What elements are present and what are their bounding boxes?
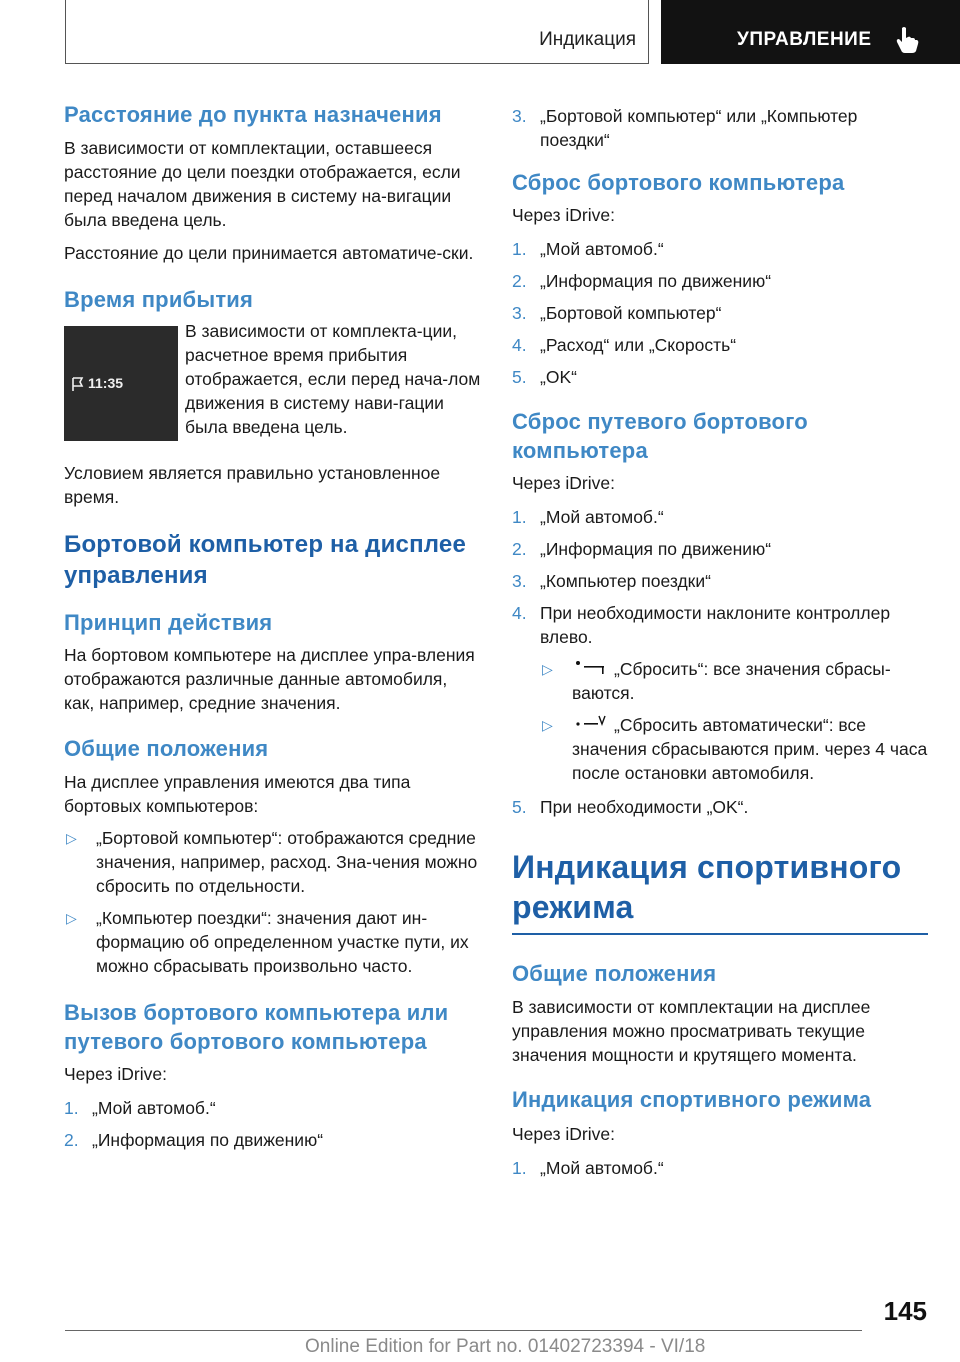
paragraph-arrival: В зависимости от комплекта-ции, расчетное время прибытия отображается, если перед нача-лом движения в систему нави-гации была введена цель. [185, 321, 481, 437]
heading-onboard-computer: Бортовой компьютер на дисплее управления [64, 531, 467, 589]
list-item: 4. „Расход“ или „Скорость“ [512, 335, 737, 355]
via-idrive-text: Через iDrive: [512, 473, 615, 493]
via-idrive-text: Через iDrive: [64, 1064, 167, 1084]
heading-sport-display-2: Индикация спортивного режима [512, 1087, 872, 1112]
arrival-block [64, 319, 480, 461]
hand-pointer-icon [894, 26, 920, 54]
heading-distance: Расстояние до пункта назначения [64, 102, 442, 127]
list-item: 3. „Бортовой компьютер“ [512, 303, 722, 323]
heading-general: Общие положения [64, 736, 269, 761]
triangle-bullet-icon: ▷ [542, 717, 553, 733]
via-idrive-text: Через iDrive: [512, 205, 615, 225]
paragraph-general: На дисплее управления имеются два типа бортовых компьютеров: [64, 772, 411, 816]
heading-arrival: Время прибытия [64, 287, 254, 312]
section-divider [512, 933, 928, 935]
continued-steps-list [512, 104, 928, 152]
list-item: 3. „Бортовой компьютер“ или „Компьютер поездки“ [512, 106, 858, 150]
auto-reset-icon [572, 715, 608, 733]
triangle-bullet-icon: ▷ [66, 830, 77, 846]
list-item: ▷ „Компьютер поездки“: значения дают ин-формацию об определенном участке пути, их можно сбрасывать произвольно часто. [66, 908, 469, 976]
reset-icon [572, 659, 608, 677]
paragraph-distance-2: Расстояние до цели принимается автоматиче-ски. [64, 243, 474, 263]
header-chapter-label: УПРАВЛЕНИЕ [737, 29, 872, 50]
reset-options-list [540, 657, 928, 785]
reset-trip-steps [512, 505, 928, 649]
arrival-time-display-image [64, 326, 178, 441]
header-section-tab [65, 0, 649, 64]
list-item: 5. При необходимости „OK“. [512, 797, 749, 817]
list-item: 2. „Информация по движению“ [512, 539, 772, 559]
list-item: 4. При необходимости наклоните контроллер влево. [512, 603, 891, 647]
header-section-label: Индикация [539, 29, 636, 50]
heading-general-2: Общие положения [512, 961, 717, 986]
list-item: ▷ „Сбросить“: все значения сбрасы-ваются. [542, 659, 891, 703]
list-item: 1. „Мой автомоб.“ [512, 239, 664, 259]
footer-divider [65, 1330, 862, 1331]
page-number: 145 [883, 1296, 927, 1326]
list-item: 1. „Мой автомоб.“ [512, 507, 664, 527]
footer-edition: Online Edition for Part no. 01402723394 - VI/18 [305, 1336, 706, 1357]
triangle-bullet-icon: ▷ [66, 910, 77, 926]
list-item: 1. „Мой автомоб.“ [512, 1158, 664, 1178]
list-item: 1. „Мой автомоб.“ [64, 1098, 216, 1118]
heading-sport-display: Индикация спортивного режима [512, 849, 902, 925]
heading-principle: Принцип действия [64, 610, 273, 635]
list-item: ▷ „Бортовой компьютер“: отображаются средние значения, например, расход. Зна-чения можно сбросить по отдельности. [66, 828, 478, 896]
reset-onboard-steps [512, 237, 928, 389]
list-item: ▷ „Сбросить автоматически“: все значения сбрасываются прим. через 4 часа после остановки автомобиля. [542, 715, 928, 783]
list-item: 3. „Компьютер поездки“ [512, 571, 711, 591]
list-item: 2. „Информация по движению“ [512, 271, 772, 291]
heading-reset-onboard: Сброс бортового компьютера [512, 170, 845, 195]
paragraph-condition: Условием является правильно установленное время. [64, 463, 441, 507]
heading-call-computer: Вызов бортового компьютера или путевого бортового компьютера [64, 1000, 449, 1054]
arrival-clock-time: 11:35 [88, 375, 124, 391]
paragraph-principle: На бортовом компьютере на дисплее упра-вления отображаются различные данные автомобиля, как, например, средние значения. [64, 645, 475, 713]
via-idrive-text: Через iDrive: [512, 1124, 615, 1144]
paragraph-general-2: В зависимости от комплектации на дисплее управления можно просматривать текущие значения мощности и крутящего момента. [512, 997, 871, 1065]
paragraph-distance-1: В зависимости от комплектации, оставшееся расстояние до цели поездки отображается, если перед началом движения в систему на-вигации была введена цель. [64, 138, 461, 230]
right-column [512, 100, 928, 1180]
left-column [64, 100, 480, 1152]
triangle-bullet-icon: ▷ [542, 661, 553, 677]
computer-types-list [64, 826, 480, 978]
list-item: 5. „OK“ [512, 367, 577, 387]
final-step-list [512, 795, 928, 819]
sport-steps-list [512, 1156, 928, 1180]
list-item: 2. „Информация по движению“ [64, 1130, 324, 1150]
call-steps-list [64, 1096, 480, 1152]
header-chapter-tab [661, 0, 960, 64]
heading-reset-trip: Сброс путевого бортового компьютера [512, 409, 808, 463]
destination-flag-icon [70, 376, 86, 392]
